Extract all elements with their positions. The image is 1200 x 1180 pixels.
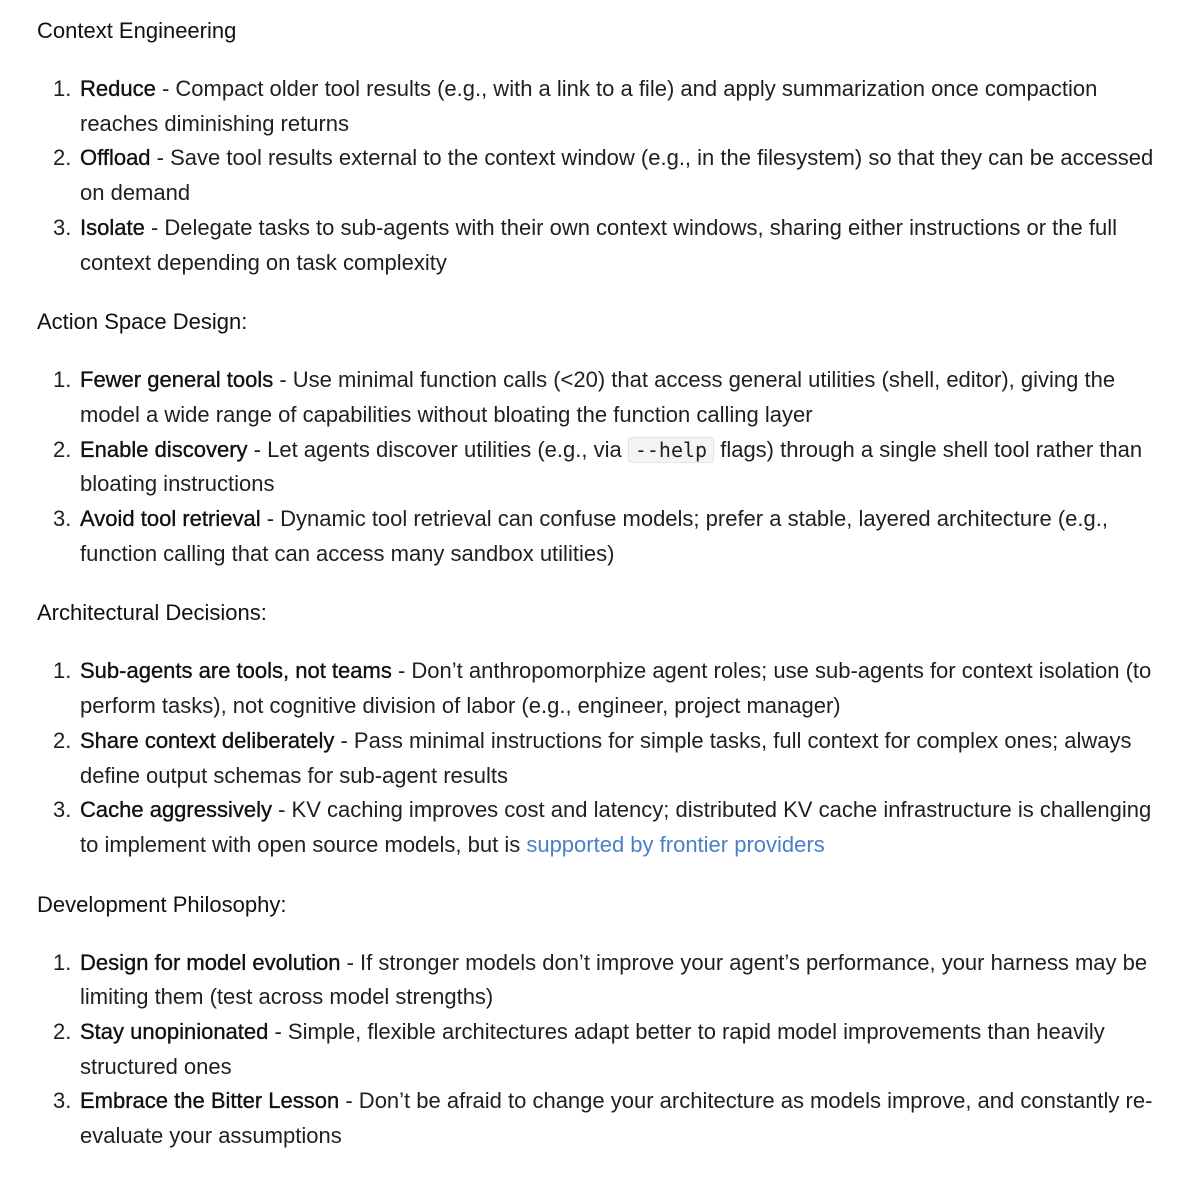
item-text: - Use minimal function calls (<20) that access general utilities (shell, editor), giving the model a wide range of capabilities without bloating the function calling layer <box>80 367 1116 427</box>
list-item <box>37 433 1160 502</box>
item-term: Enable discovery <box>80 436 248 462</box>
list-item <box>37 724 1160 793</box>
list-number: 2. <box>53 727 72 753</box>
list-item <box>37 1084 1160 1153</box>
item-text: - Pass minimal instructions for simple tasks, full context for complex ones; always define output schemas for sub-agent results <box>80 727 1132 788</box>
section-architectural-decisions <box>37 598 1160 862</box>
list-number: 1. <box>53 367 72 393</box>
list-item <box>37 141 1160 210</box>
item-text: - If stronger models don’t improve your agent’s performance, your harness may be limiting them (test across model strengths) <box>80 949 1148 1010</box>
list-number: 1. <box>53 658 72 684</box>
item-term: Cache aggressively <box>80 797 272 823</box>
item-text: - Don’t anthropomorphize agent roles; use sub-agents for context isolation (to perform tasks), not cognitive division of labor (e.g., engineer, project manager) <box>80 658 1152 719</box>
section-development-philosophy <box>37 890 1160 1154</box>
item-text: - Dynamic tool retrieval can confuse models; prefer a stable, layered architecture (e.g., function calling that can access many sandbox utilities) <box>80 506 1108 566</box>
frontier-providers-link[interactable]: supported by frontier providers <box>526 831 825 857</box>
numbered-list <box>37 363 1160 571</box>
list-number: 2. <box>53 145 72 171</box>
list-item <box>37 1015 1160 1084</box>
item-text: - KV caching improves cost and latency; distributed KV cache infrastructure is challenging to implement with open source models, but is <box>80 797 1152 857</box>
section-action-space-design <box>37 307 1160 571</box>
item-text: - Simple, flexible architectures adapt better to rapid model improvements than heavily structured ones <box>80 1019 1105 1079</box>
item-term: Reduce <box>80 76 156 101</box>
section-heading: Context Engineering <box>37 18 237 43</box>
list-item <box>37 654 1160 723</box>
list-item <box>37 946 1160 1015</box>
item-term: Offload <box>80 145 151 171</box>
item-text: flags) through a single shell tool rather than bloating instructions <box>80 436 1143 497</box>
section-context-engineering <box>37 16 1160 280</box>
item-term: Stay unopinionated <box>80 1019 269 1045</box>
item-text: - Don’t be afraid to change your architecture as models improve, and constantly re-evaluate your assumptions <box>80 1088 1153 1149</box>
list-number: 2. <box>53 1019 72 1045</box>
list-number: 1. <box>53 76 72 101</box>
item-text: - Save tool results external to the context window (e.g., in the filesystem) so that they can be accessed on demand <box>80 145 1154 206</box>
list-number: 1. <box>53 949 72 975</box>
section-heading: Development Philosophy: <box>37 891 287 917</box>
list-number: 3. <box>53 214 72 240</box>
list-number: 2. <box>53 436 72 462</box>
item-term: Share context deliberately <box>80 727 335 753</box>
list-number: 3. <box>53 797 72 823</box>
list-item <box>37 793 1160 862</box>
numbered-list <box>37 946 1160 1154</box>
list-item <box>37 72 1160 141</box>
item-text: - Let agents discover utilities (e.g., via <box>247 436 628 462</box>
numbered-list <box>37 654 1160 862</box>
item-term: Design for model evolution <box>80 949 341 975</box>
list-item <box>37 502 1160 571</box>
list-number: 3. <box>53 1088 72 1114</box>
numbered-list <box>37 72 1160 280</box>
inline-code: --help <box>628 437 714 463</box>
item-text: - Delegate tasks to sub-agents with their own context windows, sharing either instructions or the full context depending on task complexity <box>80 214 1117 275</box>
section-heading: Action Space Design: <box>37 309 248 335</box>
item-term: Avoid tool retrieval <box>80 506 261 532</box>
list-item <box>37 363 1160 432</box>
item-text: - Compact older tool results (e.g., with a link to a file) and apply summarization once compaction reaches diminishing returns <box>80 76 1098 136</box>
item-term: Fewer general tools <box>80 367 274 393</box>
item-term: Isolate <box>80 214 145 240</box>
item-term: Embrace the Bitter Lesson <box>80 1088 340 1114</box>
list-item <box>37 211 1160 280</box>
section-heading: Architectural Decisions: <box>37 600 267 626</box>
list-number: 3. <box>53 506 72 532</box>
item-term: Sub-agents are tools, not teams <box>80 658 392 684</box>
